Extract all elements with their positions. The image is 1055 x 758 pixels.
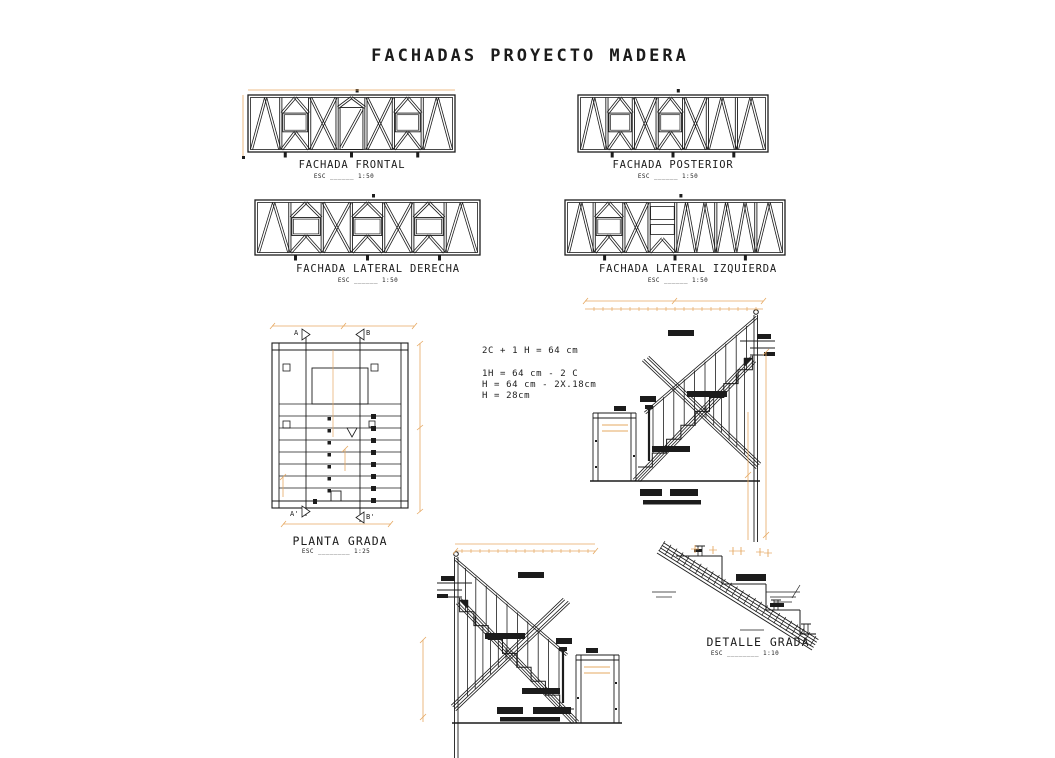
facade-posterior-scale: ESC ______ 1:50 <box>637 173 699 180</box>
stair-plan-dimensions <box>270 323 423 527</box>
section-marker-b-top: B <box>366 329 371 337</box>
facade-posterior-label: FACHADA POSTERIOR <box>612 159 734 171</box>
stair-plan-scale: ESC ________ 1:25 <box>301 548 371 555</box>
facade-lateral-derecha-label: FACHADA LATERAL DERECHA <box>296 263 460 275</box>
facade-frontal-scale: ESC ______ 1:50 <box>313 173 375 180</box>
stair-detail-label: DETALLE GRADA <box>706 635 810 649</box>
facade-frontal-drawing <box>248 89 455 158</box>
stair-section-right-drawing <box>590 310 775 542</box>
facade-lateral-izquierda-drawing <box>565 194 785 261</box>
facade-posterior-drawing <box>578 89 768 158</box>
section-marker-a-bottom: A' <box>290 510 299 518</box>
calc-line-1: 2C + 1 H = 64 cm <box>482 346 579 356</box>
facade-lateral-derecha-drawing <box>255 194 480 261</box>
section-marker-b-bottom: B' <box>366 513 375 521</box>
facade-lateral-izquierda-scale: ESC ______ 1:50 <box>647 277 709 284</box>
facade-lateral-derecha-scale: ESC ______ 1:50 <box>337 277 399 284</box>
drawing-title: FACHADAS PROYECTO MADERA <box>371 46 689 66</box>
stair-detail-dimensions <box>691 545 772 557</box>
section-marker-a-top: A <box>294 329 299 337</box>
stair-detail-drawing <box>652 541 818 650</box>
stair-section-left-drawing <box>437 552 622 758</box>
calc-line-4: H = 28cm <box>482 391 531 401</box>
calc-line-2: 1H = 64 cm - 2 C <box>482 369 579 379</box>
facade-frontal-label: FACHADA FRONTAL <box>298 159 406 171</box>
stair-plan-drawing <box>272 329 408 523</box>
stair-plan-label: PLANTA GRADA <box>292 534 388 548</box>
stair-detail-scale: ESC ________ 1:10 <box>710 650 780 657</box>
calc-line-3: H = 64 cm - 2X.18cm <box>482 380 597 390</box>
facade-lateral-izquierda-label: FACHADA LATERAL IZQUIERDA <box>598 263 778 275</box>
